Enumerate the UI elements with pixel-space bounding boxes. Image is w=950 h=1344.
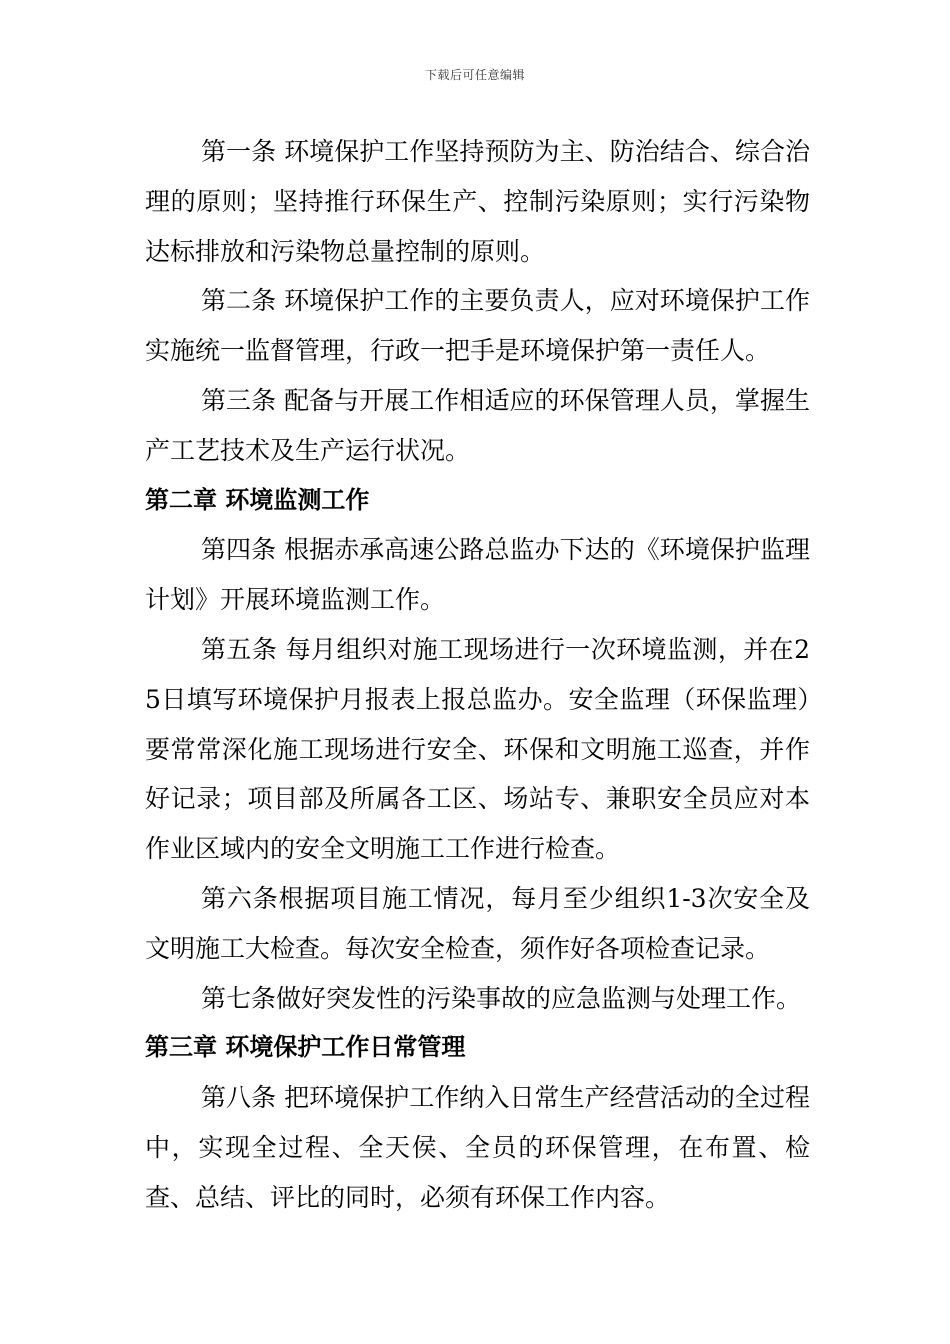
- chapter-2-heading: 第二章 环境监测工作: [145, 485, 370, 514]
- article-2: 第二条 环境保护工作的主要负责人，应对环境保护工作实施统一监督管理，行政一把手是环境保护第一责任人。: [145, 286, 810, 366]
- article-1: 第一条 环境保护工作坚持预防为主、防治结合、综合治理的原则；坚持推行环保生产、控制污染原则；实行污染物达标排放和污染物总量控制的原则。: [145, 137, 810, 266]
- article-4: 第四条 根据赤承高速公路总监办下达的《环境保护监理计划》开展环境监测工作。: [145, 535, 810, 615]
- article-6: 第六条根据项目施工情况，每月至少组织1-3次安全及文明施工大检查。每次安全检查，须作好各项检查记录。: [145, 883, 810, 963]
- article-3: 第三条 配备与开展工作相适应的环保管理人员，掌握生产工艺技术及生产运行状况。: [145, 385, 810, 465]
- document-body: [145, 127, 810, 1223]
- article-7: 第七条做好突发性的污染事故的应急监测与处理工作。: [201, 983, 802, 1013]
- header-note: 下载后可任意编辑: [424, 68, 525, 82]
- article-5: 第五条 每月组织对施工现场进行一次环境监测，并在25日填写环境保护月报表上报总监办。安全监理（环保监理）要常常深化施工现场进行安全、环保和文明施工巡查，并作好记录；项目部及所属各工区、场站专、兼职安全员应对本作业区域内的安全文明施工工作进行检查。: [145, 634, 810, 864]
- article-8: 第八条 把环境保护工作纳入日常生产经营活动的全过程中，实现全过程、全天侯、全员的环保管理，在布置、检查、总结、评比的同时，必须有环保工作内容。: [145, 1083, 810, 1212]
- chapter-3-heading: 第三章 环境保护工作日常管理: [145, 1033, 466, 1062]
